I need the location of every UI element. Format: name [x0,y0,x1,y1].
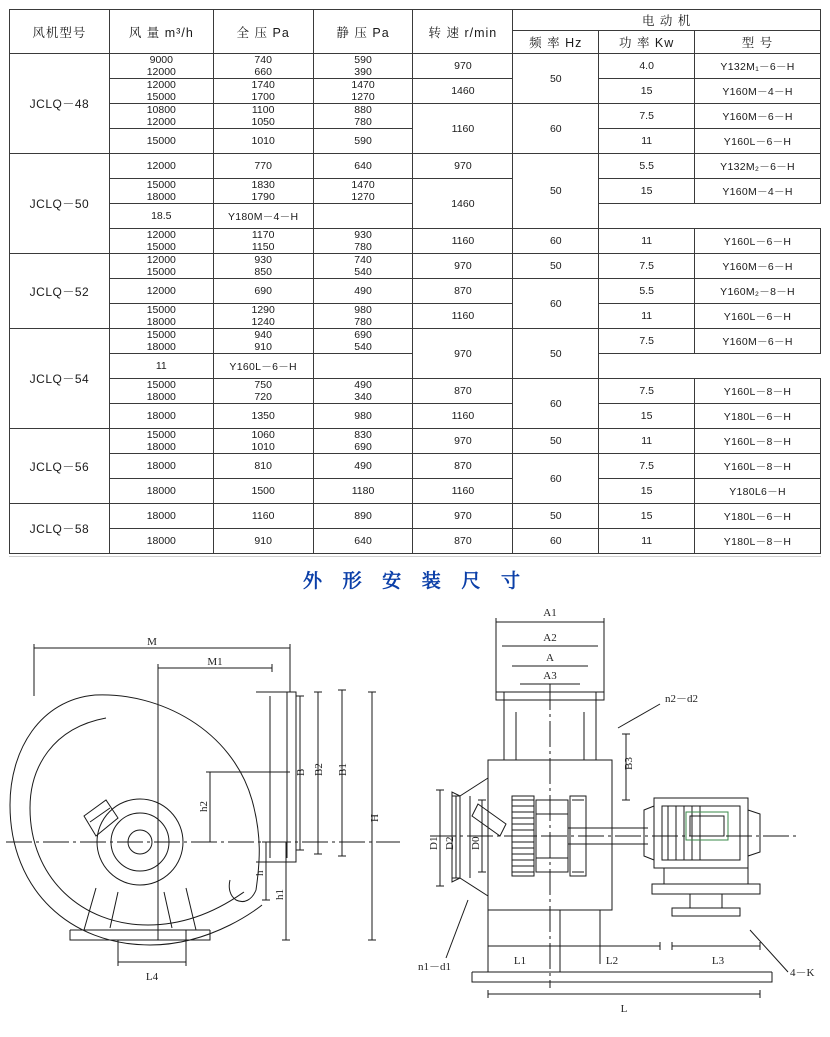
table-row [10,179,821,204]
cell-total-pressure: 750 720 [213,379,313,404]
table-row [10,104,821,129]
fan-spec-table-wrap [9,9,821,554]
th-power: 功 率 Kw [599,31,695,54]
cell-speed: 970 [413,504,513,529]
table-row [10,404,821,429]
cell-total-pressure: 1500 [213,479,313,504]
th-static-pressure: 静 压 Pa [313,10,413,54]
cell-flow: 15000 18000 [109,329,213,354]
label-D2: D2 [444,836,456,850]
th-total-pressure: 全 压 Pa [213,10,313,54]
cell-motor-model: Y160M－6－H [695,104,821,129]
cell-flow: 15000 18000 [109,304,213,329]
cell-power: 15 [599,179,695,204]
table-row [10,54,821,79]
cell-frequency: 50 [513,429,599,454]
cell-static-pressure: 640 [313,154,413,179]
cell-static-pressure: 980 [313,404,413,429]
cell-speed: 870 [413,279,513,304]
cell-total-pressure: 940 910 [213,329,313,354]
cell-model: JCLQ－48 [10,54,110,154]
cell-model: JCLQ－56 [10,429,110,504]
cell-static-pressure: 880 780 [313,104,413,129]
cell-speed: 1160 [413,104,513,154]
cell-power: 5.5 [599,279,695,304]
cell-motor-model: Y180L－6－H [695,404,821,429]
cell-power: 4.0 [599,54,695,79]
cell-frequency: 60 [513,104,599,154]
label-B1: B1 [337,763,349,776]
cell-speed: 1460 [413,79,513,104]
table-row [10,329,821,354]
cell-flow: 12000 15000 [109,254,213,279]
th-model: 风机型号 [10,10,110,54]
cell-power: 18.5 [109,204,213,229]
cell-total-pressure: 690 [213,279,313,304]
cell-static-pressure: 830 690 [313,429,413,454]
cell-total-pressure: 910 [213,529,313,554]
cell-flow: 12000 [109,154,213,179]
cell-static-pressure: 490 [313,279,413,304]
cell-flow: 18000 [109,479,213,504]
cell-model: JCLQ－52 [10,254,110,329]
label-h1: h1 [274,889,286,900]
cell-power: 11 [109,354,213,379]
label-B2: B2 [313,763,325,776]
cell-speed: 970 [413,154,513,179]
cell-power: 11 [599,304,695,329]
label-M1: M1 [207,656,223,668]
cell-motor-model: Y160L－6－H [695,304,821,329]
th-motor-model: 型 号 [695,31,821,54]
cell-frequency: 50 [513,154,599,229]
cell-static-pressure: 490 [313,454,413,479]
cell-speed: 970 [413,254,513,279]
section-title: 外 形 安 装 尺 寸 [302,570,528,592]
cell-speed: 970 [413,54,513,79]
cell-static-pressure: 1470 1270 [313,79,413,104]
cell-speed: 1160 [413,229,513,254]
label-M: M [147,636,157,648]
cell-power: 5.5 [599,154,695,179]
cell-power: 7.5 [599,379,695,404]
label-A: A [546,652,554,664]
cell-motor-model: Y132M₁－6－H [695,54,821,79]
cell-motor-model: Y160L－6－H [695,129,821,154]
table-row [10,504,821,529]
cell-total-pressure: 810 [213,454,313,479]
label-4-K: 4－K [790,967,815,979]
cell-static-pressure: 1470 1270 [313,179,413,204]
cell-speed: 1160 [413,479,513,504]
cell-total-pressure: 1160 [213,504,313,529]
cell-power: 15 [599,79,695,104]
table-row [10,379,821,404]
cell-power: 11 [599,429,695,454]
cell-motor-model: Y160M－6－H [695,329,821,354]
cell-motor-model: Y180L－6－H [695,504,821,529]
cell-flow: 15000 18000 [109,429,213,454]
cell-static-pressure: 590 [313,129,413,154]
label-A2: A2 [543,632,557,644]
cell-static-pressure: 490 340 [313,379,413,404]
cell-power: 11 [599,129,695,154]
cell-motor-model: Y160L－8－H [695,379,821,404]
table-row [10,529,821,554]
cell-motor-model: Y180L6－H [695,479,821,504]
cell-motor-model: Y160L－6－H [695,229,821,254]
cell-static-pressure: 590 390 [313,54,413,79]
cell-flow: 9000 12000 [109,54,213,79]
cell-frequency: 60 [513,229,599,254]
label-L2: L2 [605,955,619,967]
cell-frequency: 60 [513,379,599,429]
table-header-row-1 [10,10,821,31]
cell-frequency: 50 [513,504,599,529]
cell-speed: 970 [413,429,513,454]
cell-speed: 970 [413,329,513,379]
cell-static-pressure: 930 780 [313,229,413,254]
cell-motor-model: Y160L－8－H [695,429,821,454]
cell-power: 11 [599,229,695,254]
cell-power: 15 [599,504,695,529]
cell-model: JCLQ－54 [10,329,110,429]
cell-static-pressure: 690 540 [313,329,413,354]
table-row [10,79,821,104]
cell-static-pressure: 740 540 [313,254,413,279]
dimension-drawing [0,600,830,1037]
label-L4: L4 [145,971,159,983]
cell-total-pressure: 770 [213,154,313,179]
cell-total-pressure: 1350 [213,404,313,429]
cell-power: 7.5 [599,454,695,479]
cell-flow: 10800 12000 [109,104,213,129]
cell-flow: 18000 [109,529,213,554]
cell-flow: 18000 [109,504,213,529]
th-flow: 风 量 m³/h [109,10,213,54]
cell-flow: 15000 18000 [109,179,213,204]
cell-speed: 1460 [413,179,513,229]
th-speed: 转 速 r/min [413,10,513,54]
cell-motor-model: Y160M₂－8－H [695,279,821,304]
label-A3: A3 [543,670,557,682]
table-row [10,429,821,454]
cell-flow: 15000 18000 [109,379,213,404]
fan-spec-table [9,9,821,554]
cell-motor-model: Y180L－8－H [695,529,821,554]
cell-speed: 870 [413,379,513,404]
cell-flow: 12000 [109,279,213,304]
cell-power: 7.5 [599,329,695,354]
cell-power: 15 [599,404,695,429]
cell-speed: 1160 [413,304,513,329]
cell-frequency: 50 [513,54,599,104]
cell-power: 15 [599,479,695,504]
cell-motor-model: Y132M₂－6－H [695,154,821,179]
cell-total-pressure: 930 850 [213,254,313,279]
label-L: L [620,1003,628,1015]
label-L3: L3 [711,955,725,967]
cell-total-pressure: 1100 1050 [213,104,313,129]
table-row [10,304,821,329]
cell-model: JCLQ－50 [10,154,110,254]
label-D0: D0 [470,836,482,850]
cell-total-pressure: 740 660 [213,54,313,79]
cell-flow: 12000 15000 [109,79,213,104]
cell-motor-model: Y160M－6－H [695,254,821,279]
cell-flow: 12000 15000 [109,229,213,254]
cell-total-pressure: 1010 [213,129,313,154]
table-row [10,229,821,254]
cell-total-pressure: 1740 1700 [213,79,313,104]
label-n2-d2: n2－d2 [665,693,698,705]
label-D1: D1 [428,836,440,850]
cell-speed: 870 [413,529,513,554]
cell-static-pressure: 890 [313,504,413,529]
cell-motor-model: Y160M－4－H [695,179,821,204]
cell-static-pressure: 640 [313,529,413,554]
cell-static-pressure: 1180 [313,479,413,504]
cell-power: 11 [599,529,695,554]
label-B: B [295,768,307,776]
cell-motor-model: Y160M－4－H [695,79,821,104]
divider [9,556,821,557]
label-H: H [369,814,381,822]
cell-frequency: 60 [513,529,599,554]
cell-motor-model: Y160L－8－H [695,454,821,479]
cell-frequency: 60 [513,279,599,329]
cell-speed: 1160 [413,404,513,429]
label-B3: B3 [623,757,635,770]
cell-model: JCLQ－58 [10,504,110,554]
cell-frequency: 50 [513,329,599,379]
cell-motor-model: Y160L－6－H [213,354,313,379]
cell-total-pressure: 1290 1240 [213,304,313,329]
cell-power: 7.5 [599,104,695,129]
cell-speed: 870 [413,454,513,479]
cell-flow: 18000 [109,454,213,479]
table-row [10,279,821,304]
label-L1: L1 [513,955,527,967]
label-n1-d1: n1－d1 [418,961,451,973]
cell-total-pressure: 1830 1790 [213,179,313,204]
table-row [10,454,821,479]
cell-total-pressure: 1170 1150 [213,229,313,254]
table-row [10,154,821,179]
cell-flow: 18000 [109,404,213,429]
cell-frequency: 60 [513,454,599,504]
label-A1: A1 [543,607,557,619]
table-row [10,254,821,279]
cell-total-pressure: 1060 1010 [213,429,313,454]
cell-flow: 15000 [109,129,213,154]
cell-frequency: 50 [513,254,599,279]
label-h2: h2 [198,801,210,812]
label-h: h [254,870,266,876]
th-motor: 电 动 机 [513,10,821,31]
cell-motor-model: Y180M－4－H [213,204,313,229]
table-row [10,479,821,504]
th-frequency: 频 率 Hz [513,31,599,54]
cell-static-pressure: 980 780 [313,304,413,329]
cell-power: 7.5 [599,254,695,279]
